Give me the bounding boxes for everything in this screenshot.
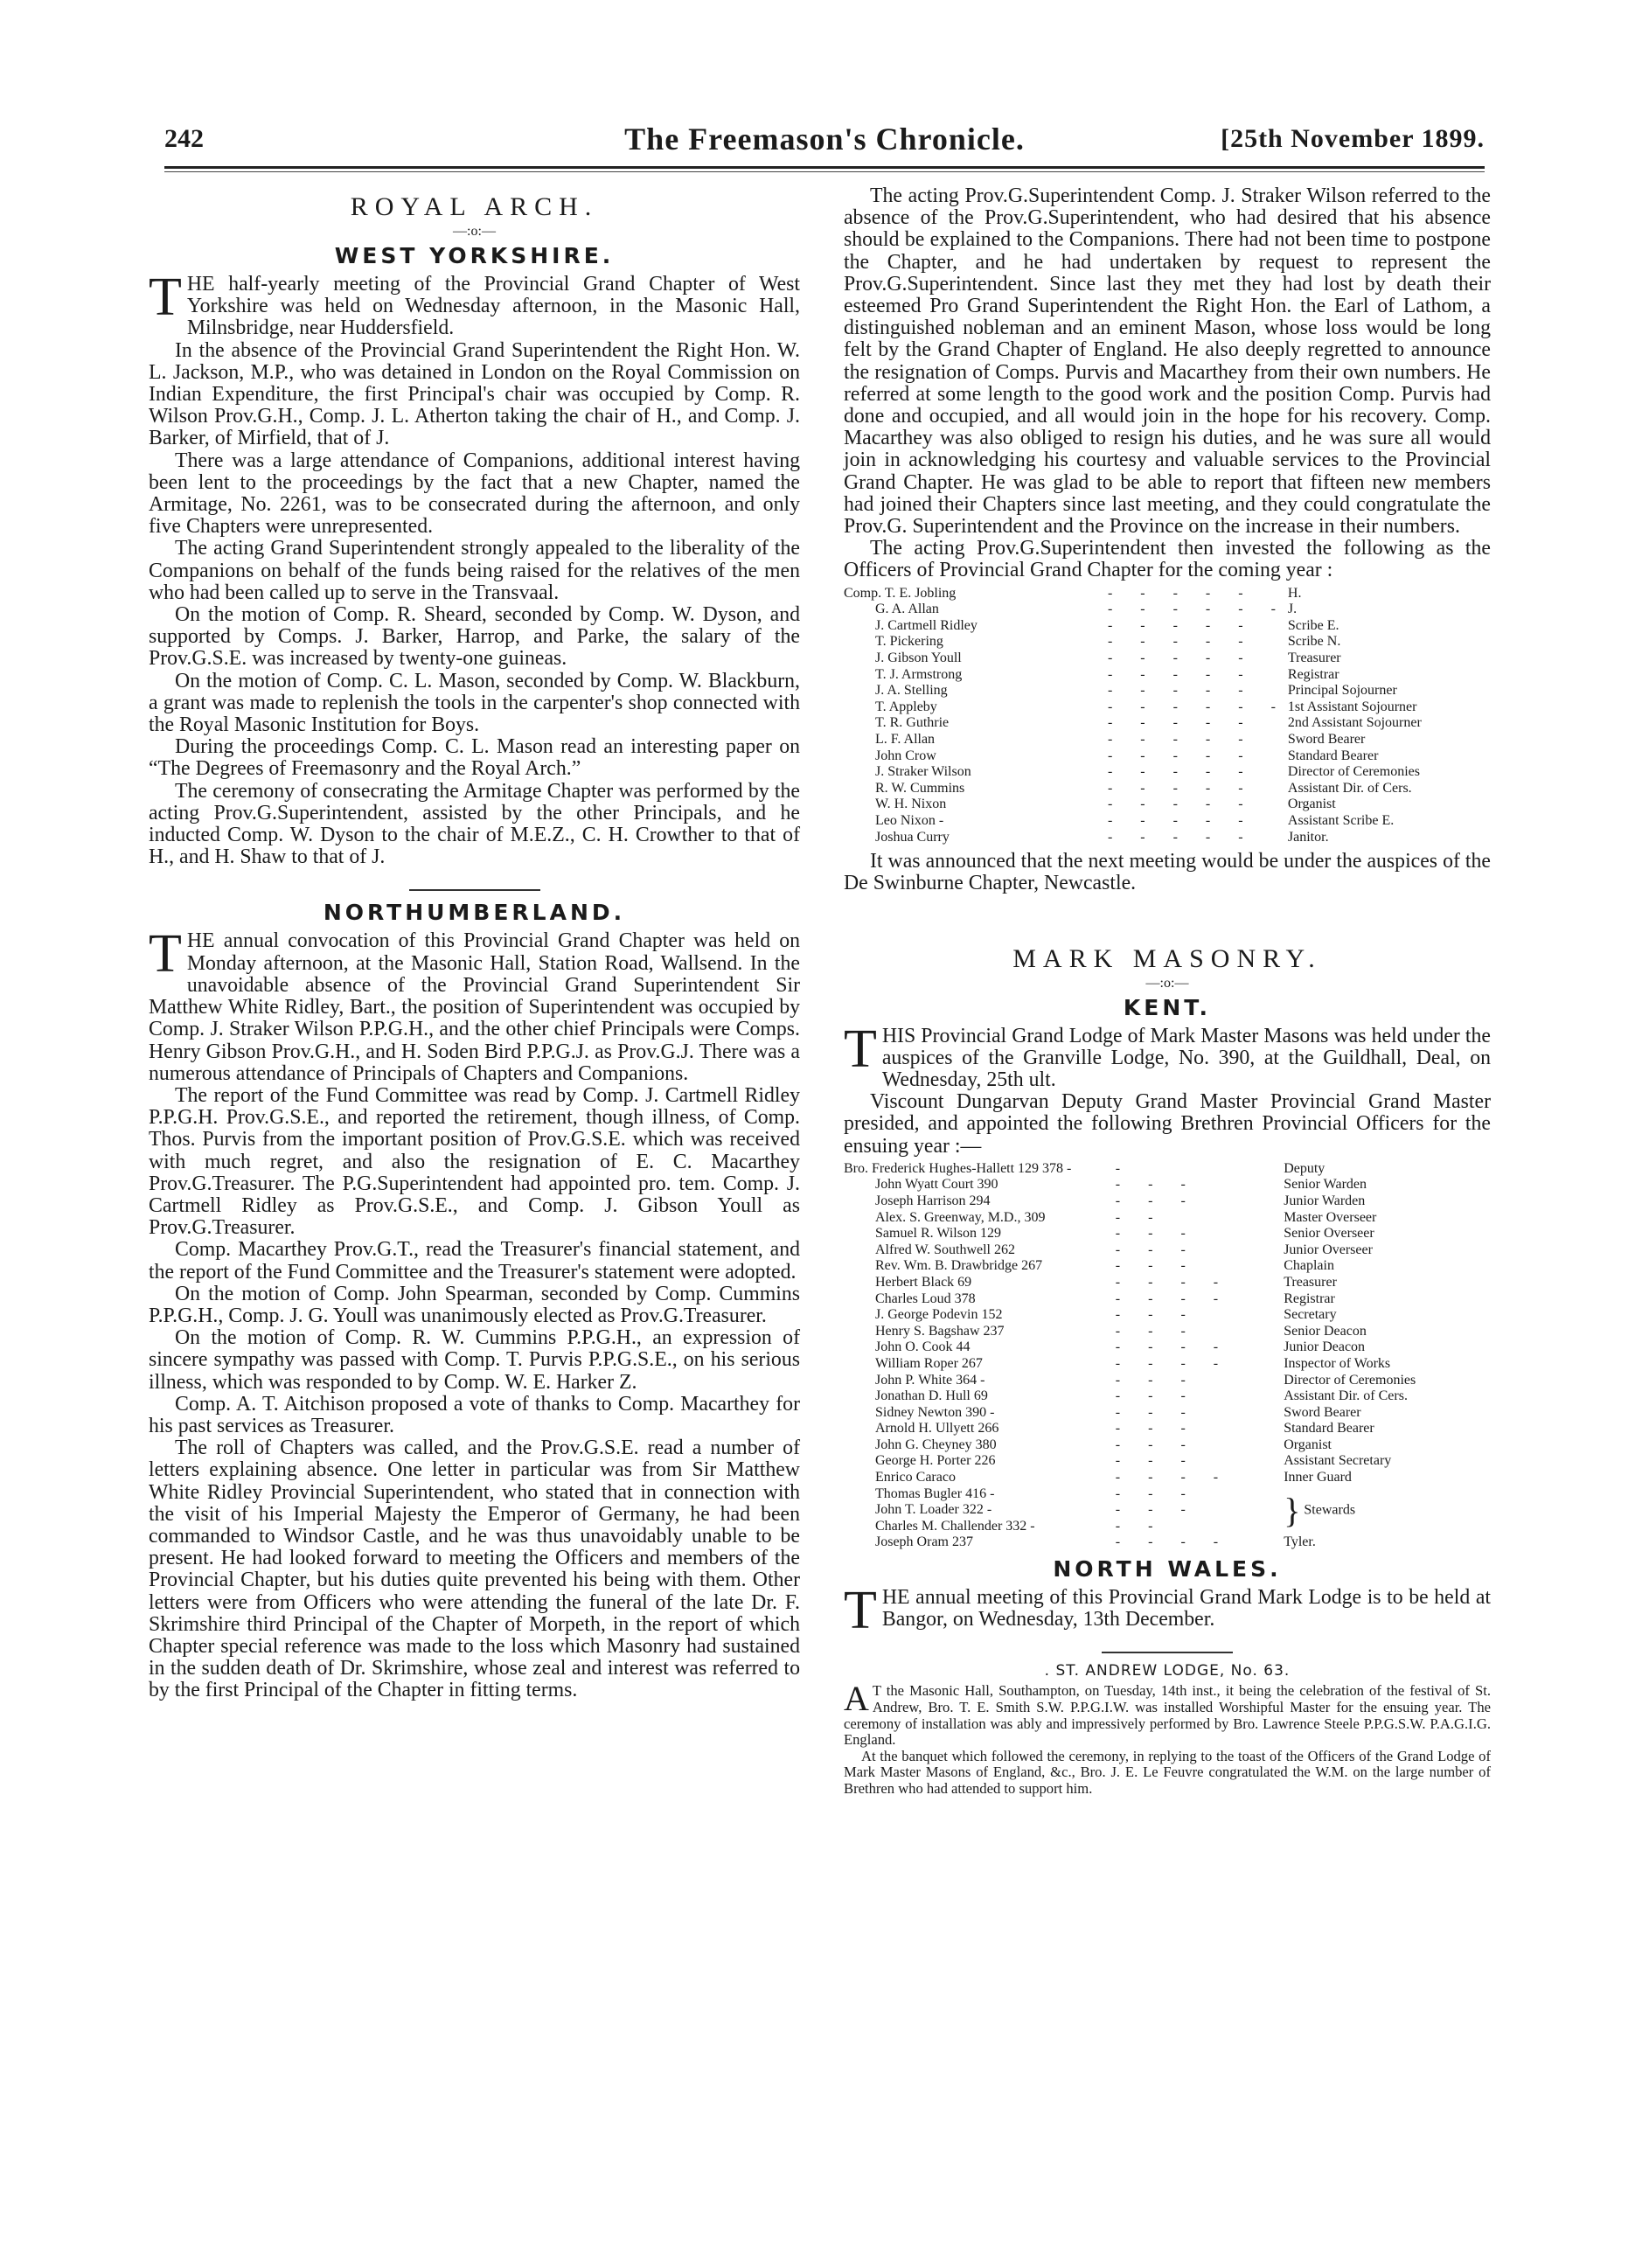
table-row: Jonathan D. Hull 69 - - - Assistant Dir. of Cers. xyxy=(875,1388,1408,1404)
wy-paragraph-7: During the proceedings Comp. C. L. Mason read an interesting paper on “The Degrees of Freemasonry and the Royal Arch.” xyxy=(149,735,800,781)
table-row: J. A. Stelling - - - - - Principal Sojourner xyxy=(875,683,1397,699)
kent-paragraph-1: THIS Provincial Grand Lodge of Mark Master Masons was held under the auspices of the Granville Lodge, No. 390, at the Guildhall, Deal, on Wednesday, 25th ult. xyxy=(844,1019,1491,1091)
nw-paragraph-1: THE annual meeting of this Provincial Grand Mark Lodge is to be held at Bangor, on Wednesday, 13th December. xyxy=(844,1581,1491,1641)
issue-date: [25th November 1899. xyxy=(1221,124,1485,153)
table-row: John T. Loader 322 - - - - xyxy=(875,1502,1198,1518)
table-row: Sidney Newton 390 - - - - Sword Bearer xyxy=(875,1404,1361,1420)
table-row: J. Cartmell Ridley - - - - - Scribe E. xyxy=(875,617,1339,633)
mark-masonry-ornament: —:o:— xyxy=(1145,975,1189,991)
table-row: Samuel R. Wilson 129 - - - Senior Overseer xyxy=(875,1226,1374,1242)
table-row: T. Pickering - - - - - Scribe N. xyxy=(875,634,1341,650)
wy-paragraph-3: There was a large attendance of Companions, additional interest having been lent to the proceedings by the fact that a new Chapter, named the Armitage, No. 2261, was to be consecrated during the afternoon, and only five Chapters were unrepresented. xyxy=(149,449,800,539)
drop-cap: T xyxy=(844,1581,877,1641)
table-row: Rev. Wm. B. Drawbridge 267 - - - Chaplain xyxy=(875,1258,1334,1274)
table-row: Herbert Black 69 - - - - Treasurer xyxy=(875,1274,1337,1290)
kent-officers-table xyxy=(844,1161,1491,1551)
left-column xyxy=(149,185,800,1702)
nb-paragraph-10: It was announced that the next meeting would be under the auspices of the De Swinburne Chapter, Newcastle. xyxy=(844,850,1491,895)
northumberland-heading: NORTHUMBERLAND. xyxy=(323,900,626,926)
northumberland-officers-table xyxy=(844,586,1491,846)
table-row: Comp. T. E. Jobling - - - - - H. xyxy=(844,585,1302,601)
wy-paragraph-8: The ceremony of consecrating the Armitage Chapter was performed by the acting Prov.G.Superintendent, assisted by the other Principals, and he inducted Comp. W. Dyson to the chair of M.E.Z., C. H. Crowther to that of H., and H. Shaw to that of J. xyxy=(149,779,800,869)
nb-paragraph-6: Comp. A. T. Aitchison proposed a vote of thanks to Comp. Macarthey for his past services as Treasurer. xyxy=(149,1392,800,1437)
table-row: John P. White 364 - - - - Director of Ceremonies xyxy=(875,1372,1416,1388)
right-column xyxy=(844,185,1491,1798)
royal-arch-heading: ROYAL ARCH. xyxy=(350,192,599,221)
table-row: R. W. Cummins - - - - - Assistant Dir. of Cers. xyxy=(875,780,1412,796)
page-number: 242 xyxy=(164,124,204,153)
table-row: Enrico Caraco - - - - Inner Guard xyxy=(875,1470,1352,1485)
kent-paragraph-2: Viscount Dungarvan Deputy Grand Master Provincial Grand Master presided, and appointed the following Brethren Provincial Officers for the ensuing year :— xyxy=(844,1090,1491,1158)
nb-paragraph-3: Comp. Macarthey Prov.G.T., read the Treasurer's financial statement, and the report of the Fund Committee and the Treasurer's statement were adopted. xyxy=(149,1238,800,1284)
nb-paragraph-2: The report of the Fund Committee was read by Comp. J. Cartmell Ridley P.P.G.H. Prov.G.S.E., and reported the retirement, though illness, of Comp. Thos. Purvis from the important position of Prov.G.S.E. which was received with much regret, and also the resignation of E. C. Macarthey Prov.G.Treasurer. The P.G.Superintendent had appointed pro. tem. Comp. J. Cartmell Ridley as Prov.G.S.E., and Comp. J. Gibson Youll as Prov.G.Treasurer. xyxy=(149,1083,800,1240)
brace-glyph: } xyxy=(1284,1490,1301,1530)
table-row: T. R. Guthrie - - - - - 2nd Assistant Sojourner xyxy=(875,715,1422,731)
drop-cap: A xyxy=(844,1679,869,1719)
nb-paragraph-8: The acting Prov.G.Superintendent Comp. J. Straker Wilson referred to the absence of the Prov.G.Superintendent, who had desired that his absence should be explained to the Companions. There had not been time to postpone the Chapter, and he had undertaken by request to represent the Prov.G.Superintendent. Since last they met they had lost by death their esteemed Pro Grand Superintendent the Right Hon. the Earl of Lathom, a distinguished nobleman and an eminent Mason, whose loss would be long felt by the Grand Chapter of England. He also deeply regretted to announce the resignation of Comps. Purvis and Macarthey from their own numbers. He referred at some length to the good work and the position Comp. Purvis had done and occupied, and all would join in the hope for his recovery. Comp. Macarthey was also obliged to resign his duties, and he was sure all would join in acknowledging his courtesy and valuable services to the Provincial Grand Chapter. He was glad to be able to report that fifteen new members had joined their Chapters since last meeting, and they could congratulate the Prov.G. Superintendent and the Province on the increase in their numbers. xyxy=(844,184,1491,539)
table-row: G. A. Allan - - - - - - J. xyxy=(875,602,1298,617)
wy-paragraph-4: The acting Grand Superintendent strongly appealed to the liberality of the Companions on behalf of the funds being raised for the relatives of the men who had been called up to serve in the Transvaal. xyxy=(149,537,800,604)
table-row: John Wyatt Court 390 - - - Senior Warden xyxy=(875,1177,1367,1193)
table-row: Thomas Bugler 416 - - - - } Stewards xyxy=(875,1485,1356,1530)
sa-paragraph-2: At the banquet which followed the ceremony, in replying to the toast of the Officers of the Grand Lodge of Mark Master Masons of England, &c., Bro. J. E. Le Feuvre congratulated the W.M. on the large number of Brethren who had attended to support him. xyxy=(844,1747,1491,1797)
table-row: Alfred W. Southwell 262 - - - Junior Overseer xyxy=(875,1242,1373,1257)
table-row: J. Straker Wilson - - - - - Director of Ceremonies xyxy=(875,764,1420,780)
drop-cap: T xyxy=(149,924,182,984)
masthead xyxy=(164,121,1485,164)
table-row: Joseph Oram 237 - - - - Tyler. xyxy=(875,1534,1316,1550)
st-andrew-heading: . ST. ANDREW LODGE, No. 63. xyxy=(1044,1662,1291,1680)
nb-paragraph-1: THE annual convocation of this Provincial Grand Chapter was held on Monday afternoon, at the Masonic Hall, Station Road, Wallsend. In the unavoidable absence of the Provincial Grand Superintendent Sir Matthew White Ridley, Bart., the position of Superintendent was occupied by Comp. J. Straker Wilson P.P.G.H., and the other chief Principals were Comps. Henry Gibson Prov.G.H., and H. Soden Bird P.P.G.J. as Prov.G.J. There was a numerous attendance of Principals of Chapters and Companions. xyxy=(149,924,800,1085)
table-row: L. F. Allan - - - - - Sword Bearer xyxy=(875,732,1366,747)
drop-cap: T xyxy=(149,268,182,327)
table-row: William Roper 267 - - - - Inspector of Works xyxy=(875,1355,1391,1371)
stewards-role: Stewards xyxy=(1304,1502,1356,1518)
wy-paragraph-5: On the motion of Comp. R. Sheard, seconded by Comp. W. Dyson, and supported by Comps. J. Barker, Harrop, and Parke, the salary of the Prov.G.S.E. was increased by twenty-one guineas. xyxy=(149,603,800,671)
nb-paragraph-9: The acting Prov.G.Superintendent then invested the following as the Officers of Provincial Grand Chapter for the coming year : xyxy=(844,537,1491,582)
drop-cap: T xyxy=(844,1019,877,1079)
table-row: Charles Loud 378 - - - - Registrar xyxy=(875,1291,1335,1306)
table-row: T. Appleby - - - - - - 1st Assistant Sojourner xyxy=(875,699,1417,714)
table-row: Joseph Harrison 294 - - - Junior Warden xyxy=(875,1193,1366,1208)
masthead-rule-thin xyxy=(164,171,1485,172)
masthead-rule xyxy=(164,166,1485,169)
table-row: Leo Nixon - - - - - - Assistant Scribe E. xyxy=(875,812,1395,828)
north-wales-heading: NORTH WALES. xyxy=(1053,1556,1282,1583)
table-row: John O. Cook 44 - - - - Junior Deacon xyxy=(875,1339,1366,1355)
table-row: Henry S. Bagshaw 237 - - - Senior Deacon xyxy=(875,1323,1367,1339)
table-row: W. H. Nixon - - - - - Organist xyxy=(875,797,1336,812)
kent-heading: KENT. xyxy=(1123,994,1212,1020)
table-row: John Crow - - - - - Standard Bearer xyxy=(875,748,1379,763)
table-row: John G. Cheyney 380 - - - Organist xyxy=(875,1437,1332,1452)
newspaper-title: The Freemason's Chronicle. xyxy=(624,122,1025,157)
table-row: Joshua Curry - - - - - Janitor. xyxy=(875,829,1329,845)
wy-paragraph-6: On the motion of Comp. C. L. Mason, seconded by Comp. W. Blackburn, a grant was made to replenish the tools in the carpenter's shop connected with the Royal Masonic Institution for Boys. xyxy=(149,669,800,737)
west-yorkshire-heading: WEST YORKSHIRE. xyxy=(334,243,615,268)
table-row: Arnold H. Ullyett 266 - - - Standard Bearer xyxy=(875,1421,1374,1437)
nb-paragraph-5: On the motion of Comp. R. W. Cummins P.P.G.H., an expression of sincere sympathy was passed with Comp. T. Purvis P.P.G.S.E., on his serious illness, which was responded to by Comp. W. E. Harker Z. xyxy=(149,1326,800,1394)
section-divider xyxy=(1102,1652,1233,1653)
wy-paragraph-2: In the absence of the Provincial Grand Superintendent the Right Hon. W. L. Jackson, M.P., who was detained in London on the Royal Commission on Indian Expenditure, the first Principal's chair was occupied by Comp. R. Wilson Prov.G.H., Comp. J. L. Atherton taking the chair of H., and Comp. J. Barker, of Mirfield, that of J. xyxy=(149,338,800,450)
table-row: Alex. S. Greenway, M.D., 309 - - Master Overseer xyxy=(875,1209,1377,1225)
wy-paragraph-1: THE half-yearly meeting of the Provincial Grand Chapter of West Yorkshire was held on Wednesday afternoon, in the Masonic Hall, Milnsbridge, near Huddersfield. xyxy=(149,268,800,340)
table-row: George H. Porter 226 - - - Assistant Secretary xyxy=(875,1453,1392,1469)
table-row: Charles M. Challender 332 - - - xyxy=(875,1518,1165,1534)
section-divider xyxy=(409,889,540,891)
nb-paragraph-7: The roll of Chapters was called, and the Prov.G.S.E. read a number of letters explaining absence. One letter in particular was from Sir Matthew White Ridley Provincial Superintendent, who stated that in connection with the visit of his Imperial Majesty the Emperor of Germany, he had been commanded to Windsor Castle, and he was thus unavoidably unable to be present. He had looked forward to meeting the Officers and members of the Provincial Chapter, but his duties quite prevented his being with them. Other letters were from Officers who were attending the funeral of the late Dr. F. Skrimshire third Principal of the Chapter of Morpeth, in the report of which Chapter special reference was made to the loss which Masonry had sustained in the sudden death of Dr. Skrimshire, whose zeal and interest was referred to by the first Principal of the Chapter in fitting terms. xyxy=(149,1437,800,1702)
table-row: T. J. Armstrong - - - - - Registrar xyxy=(875,666,1339,682)
table-row: J. Gibson Youll - - - - - Treasurer xyxy=(875,650,1341,666)
table-row: J. George Podevin 152 - - - Secretary xyxy=(875,1307,1337,1323)
nb-paragraph-4: On the motion of Comp. John Spearman, seconded by Comp. Cummins P.P.G.H., Comp. J. G. Youll was unanimously elected as Prov.G.Treasurer. xyxy=(149,1282,800,1327)
table-row: Bro. Frederick Hughes-Hallett 129 378 - - Deputy xyxy=(844,1160,1325,1176)
mark-masonry-heading: MARK MASONRY. xyxy=(1012,943,1322,973)
sa-paragraph-1: A T the Masonic Hall, Southampton, on Tuesday, 14th inst., it being the celebration of the festival of St. Andrew, Bro. T. E. Smith S.W. P.P.G.I.W. was installed Worshipful Master for the ensuing year. The ceremony of installation was ably and impressively performed by Bro. Lawrence Steele P.P.G.S.W. P.A.G.I.G. England. xyxy=(844,1679,1491,1749)
royal-arch-ornament: —:o:— xyxy=(453,224,496,239)
